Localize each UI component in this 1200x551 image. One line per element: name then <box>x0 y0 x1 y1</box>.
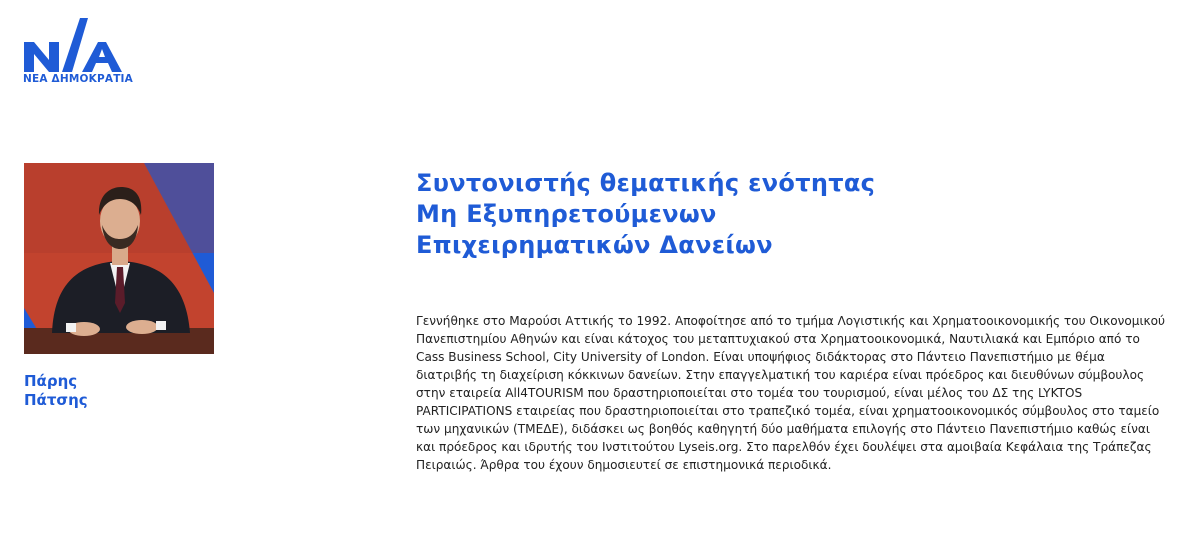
person-first-name: Πάρης <box>24 372 78 390</box>
logo-link[interactable] <box>22 14 133 88</box>
role-title-line-2: Μη Εξυπηρετούμενων <box>416 200 717 228</box>
role-title-line-1: Συντονιστής θεματικής ενότητας <box>416 169 876 197</box>
role-title-line-3: Επιχειρηματικών Δανείων <box>416 231 773 259</box>
nd-logo-icon <box>22 14 122 72</box>
person-name <box>24 372 88 410</box>
profile-photo <box>24 163 214 354</box>
role-title <box>416 168 875 261</box>
person-last-name: Πάτσης <box>24 391 88 409</box>
biography-text: Γεννήθηκε στο Μαρούσι Αττικής το 1992. Αποφοίτησε από το τμήμα Λογιστικής και Χρηματοοικονομικής του Οικονομικού Πανεπιστημίου Αθηνών και είναι κάτοχος του μεταπτυχιακού στα Χρηματοοικονομικά, Ναυτιλιακά και Εμπόριο από το Cass Business School, City University of London. Είναι υποψήφιος διδάκτορας στο Πάντειο Πανεπιστήμιο με θέμα διατριβής τη διαχείριση κόκκινων δανείων. Στην επαγγελματική του καριέρα είναι πρόεδρος και διευθύνων σύμβουλος στην εταιρεία All4TOURISM που δραστηριοποιείται στο τομέα του τουρισμού, είναι μέλος του ΔΣ της LYKTOS PARTICIPATIONS εταιρείας που δραστηριοποιείται στο τραπεζικό τομέα, είναι χρηματοοικονομικός σύμβουλος στο ταμείο των μηχανικών (ΤΜΕΔΕ), διδάσκει ως βοηθός καθηγητή δύο μαθήματα επιλογής στο Πάντειο Πανεπιστήμιο καθώς είναι και πρόεδρος και ιδρυτής του Ινστιτούτου Lyseis.org. Στο παρελθόν έχει δουλέψει στα αμοιβαία Κεφάλαια της Τράπεζας Πειραιώς. Άρθρα του έχουν δημοσιευτεί σε επιστημονικά περιοδικά. <box>416 314 1166 472</box>
logo-text: ΝΕΑ ΔΗΜΟΚΡΑΤΙΑ <box>23 73 133 85</box>
